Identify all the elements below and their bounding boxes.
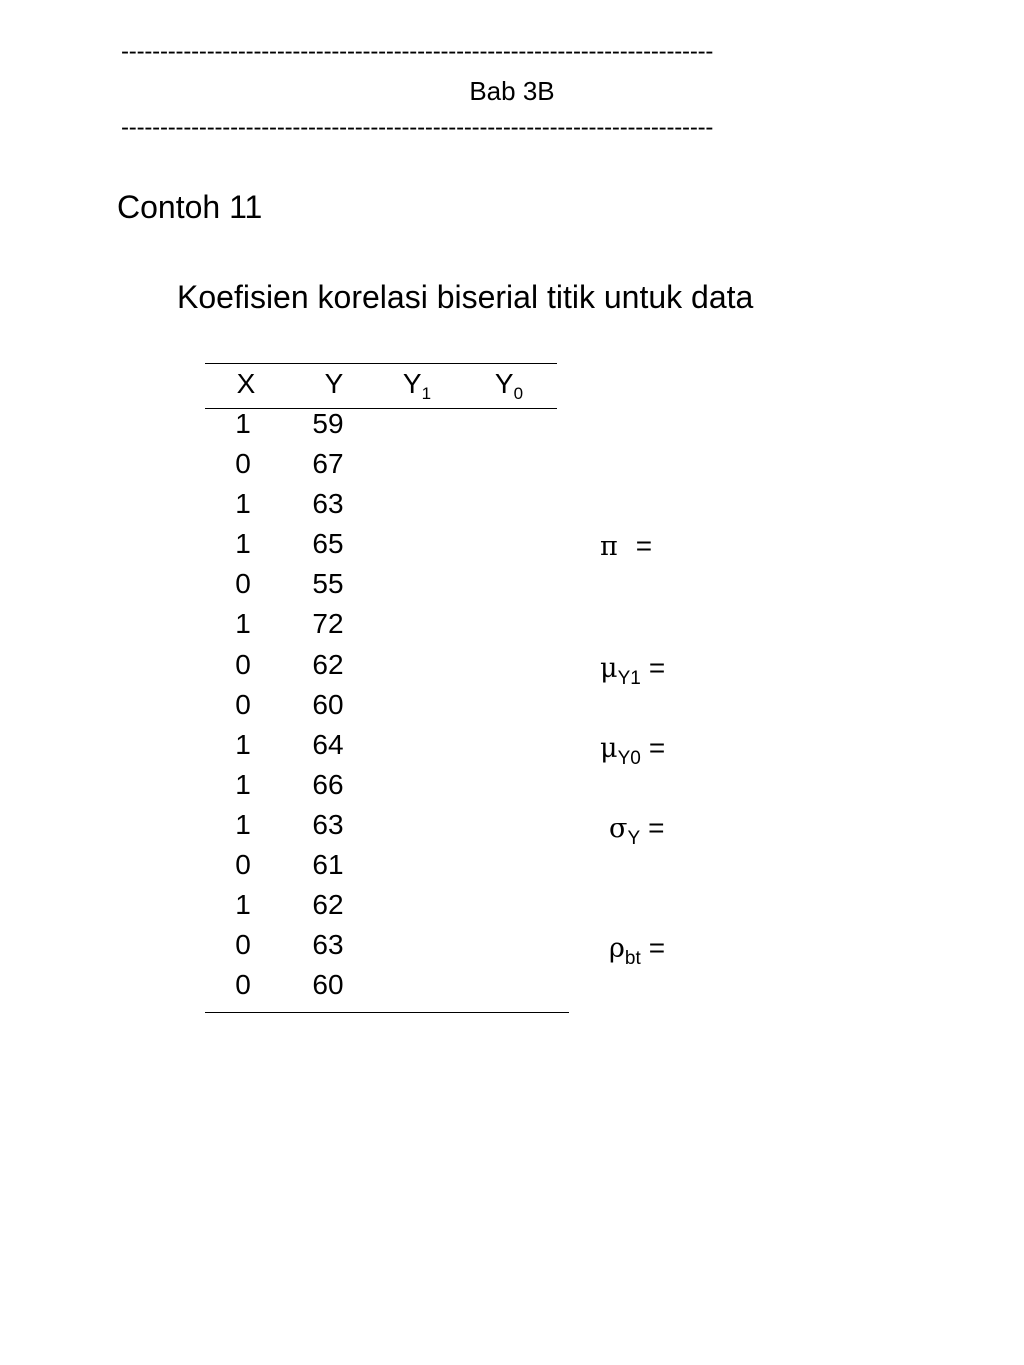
column-header-y0-base: Y: [494, 368, 514, 399]
stat-rho-bt-symbol: ρ: [609, 933, 625, 964]
cell-y: 60: [312, 688, 344, 720]
table-row: [0, 604, 600, 644]
cell-y: 62: [312, 648, 344, 680]
column-header-y1: [377, 366, 457, 402]
stat-rho-bt-equals: =: [648, 932, 666, 963]
column-header-y0-sub: 0: [513, 384, 524, 403]
cell-x: 0: [235, 568, 251, 600]
stat-mu-y1: [600, 650, 665, 687]
table-top-rule: [205, 363, 557, 364]
stat-mu-y1-sub: Y1: [617, 668, 641, 689]
stat-sigma-y: [609, 810, 664, 847]
cell-y: 63: [312, 808, 344, 840]
cell-x: 0: [235, 648, 251, 680]
cell-x: 0: [235, 969, 251, 1001]
header-dash-line-bottom: ----------------------------------------------------------------------------: [121, 116, 714, 140]
table-bottom-rule: [205, 1012, 569, 1013]
table-row: [0, 524, 600, 564]
table-row: [0, 925, 600, 965]
intro-text: Koefisien korelasi biserial titik untuk data: [177, 279, 754, 315]
cell-y: 64: [312, 728, 344, 760]
cell-x: 1: [235, 728, 251, 760]
table-row: [0, 404, 600, 444]
cell-x: 1: [235, 488, 251, 520]
cell-y: 72: [312, 608, 344, 640]
stat-sigma-y-symbol: σ: [609, 813, 628, 844]
cell-x: 1: [235, 808, 251, 840]
example-title: Contoh 11: [117, 189, 263, 225]
table-row: [0, 645, 600, 685]
table-row: [0, 965, 600, 1005]
table-row: [0, 805, 600, 845]
cell-y: 63: [312, 488, 344, 520]
stat-mu-y0-symbol: μ: [600, 733, 618, 764]
table-row: [0, 444, 600, 484]
table-row: [0, 685, 600, 725]
cell-x: 1: [235, 889, 251, 921]
cell-x: 1: [235, 528, 251, 560]
table-row: [0, 885, 600, 925]
column-header-x: X: [236, 368, 256, 399]
cell-y: 61: [312, 849, 344, 881]
cell-y: 59: [312, 408, 344, 439]
chapter-title: Bab 3B: [469, 76, 555, 106]
stat-rho-bt: [609, 930, 665, 967]
cell-x: 1: [235, 408, 251, 439]
cell-x: 0: [235, 688, 251, 720]
column-header-y0: [469, 366, 549, 402]
table-row: [0, 765, 600, 805]
stat-rho-bt-sub: bt: [624, 948, 641, 969]
stat-mu-y1-equals: =: [648, 652, 666, 683]
cell-x: 0: [235, 849, 251, 881]
table-row: [0, 845, 600, 885]
cell-x: 1: [235, 608, 251, 640]
cell-y: 63: [312, 929, 344, 961]
table-row: [0, 564, 600, 604]
header-dash-line-top: ----------------------------------------------------------------------------: [121, 40, 714, 64]
stat-mu-y1-symbol: μ: [600, 653, 618, 684]
column-header-y: Y: [324, 368, 344, 399]
stat-pi-symbol: π: [600, 531, 618, 562]
cell-y: 66: [312, 768, 344, 800]
column-header-y1-sub: 1: [421, 384, 432, 403]
stat-pi: [600, 528, 652, 565]
cell-y: 55: [312, 568, 344, 600]
stat-sigma-y-sub: Y: [627, 828, 641, 849]
table-row: [0, 484, 600, 524]
table-body: [0, 404, 600, 1005]
stat-pi-equals: =: [635, 530, 653, 561]
cell-y: 65: [312, 528, 344, 560]
cell-y: 62: [312, 889, 344, 921]
table-row: [0, 725, 600, 765]
cell-x: 1: [235, 768, 251, 800]
column-header-y1-base: Y: [402, 368, 422, 399]
cell-y: 67: [312, 448, 344, 480]
stat-mu-y0-sub: Y0: [617, 748, 641, 769]
cell-x: 0: [235, 929, 251, 961]
cell-y: 60: [312, 969, 344, 1001]
stat-sigma-y-equals: =: [648, 812, 665, 843]
stat-mu-y0-equals: =: [648, 732, 666, 763]
stat-mu-y0: [600, 730, 665, 767]
cell-x: 0: [235, 448, 251, 480]
